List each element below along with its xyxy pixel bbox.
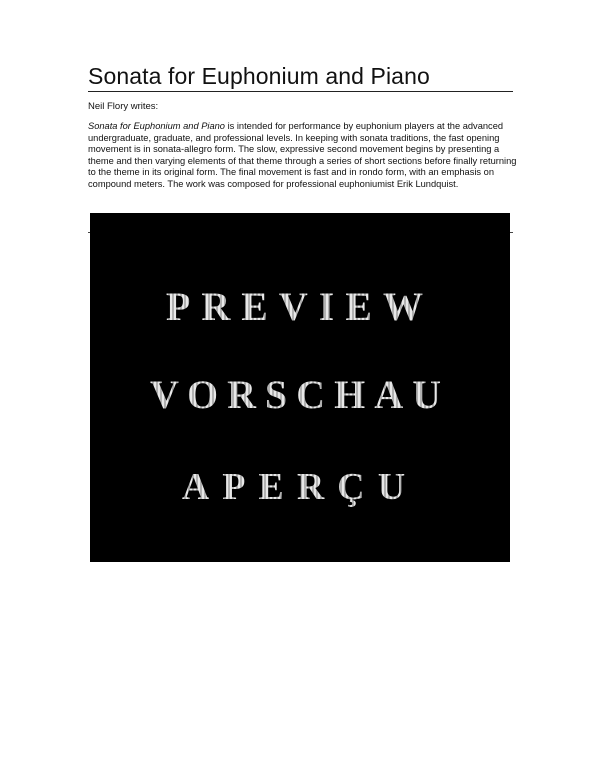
preview-watermark-overlay [90, 213, 510, 562]
description-paragraph [88, 121, 520, 191]
watermark-apercu: APERÇU [90, 465, 510, 509]
work-title-italic: Sonata for Euphonium and Piano [88, 121, 225, 131]
watermark-vorschau: VORSCHAU [90, 371, 510, 418]
page-title: Sonata for Euphonium and Piano [88, 62, 513, 92]
description-text: is intended for performance by euphonium players at the advanced undergraduate, graduate, and professional levels. In keeping with sonata traditions, the fast opening movement is in sonata-allegro form. The slow, expressive second movement begins by presenting a theme and then varying elements of that theme through a series of short sections before finally returning to the theme in its original form. The final movement is fast and in rondo form, with an emphasis on compound meters. The work was composed for professional euphoniumist Erik Lundquist. [88, 121, 517, 189]
author-line: Neil Flory writes: [88, 101, 159, 112]
watermark-preview: PREVIEW [90, 283, 510, 330]
